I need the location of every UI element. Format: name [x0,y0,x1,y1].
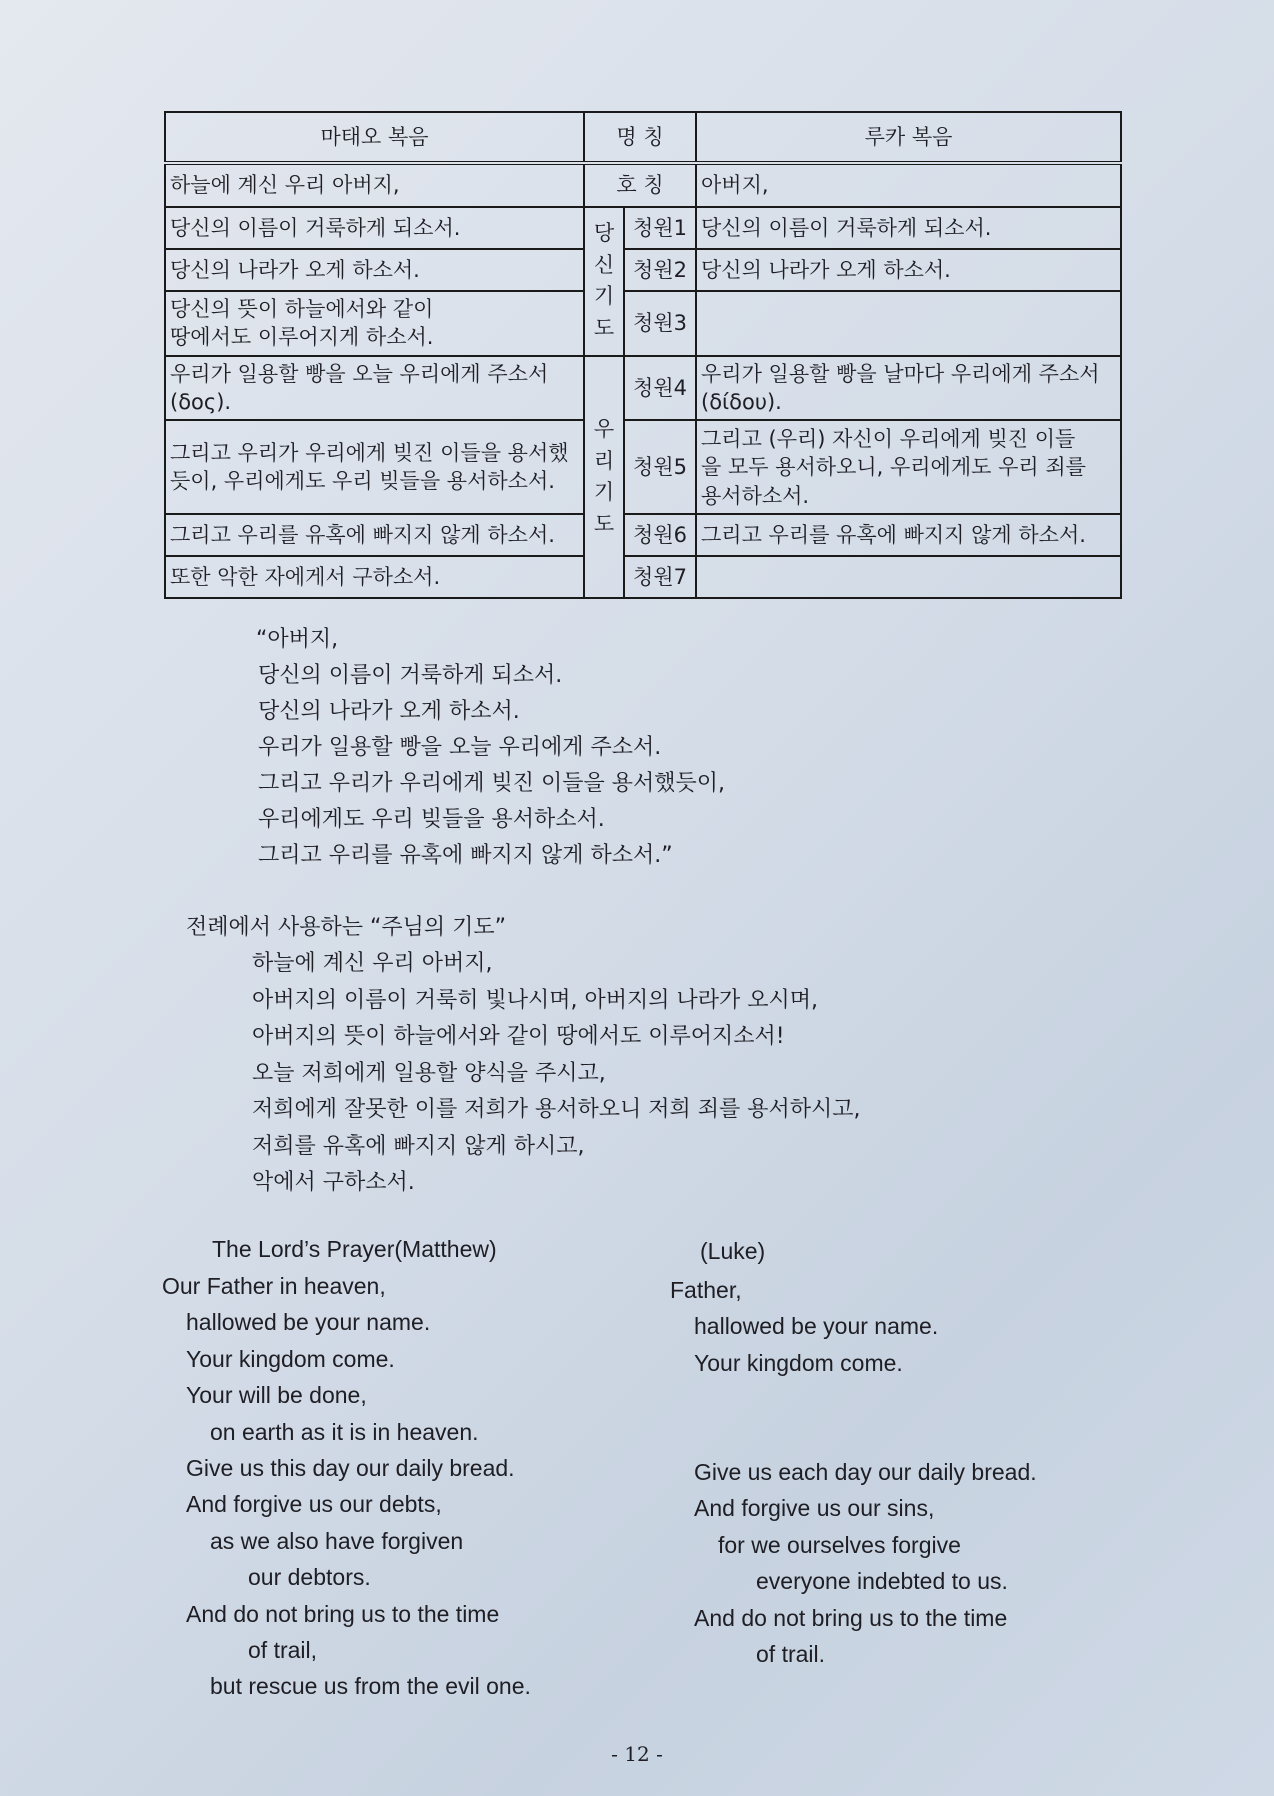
text-line: Give us each day our daily bread. [694,1459,1037,1486]
cell-line: 그리고 우리가 우리에게 빚진 이들을 용서했 [170,441,569,466]
text-line: of trail. [756,1641,826,1668]
cell-line: 듯이, 우리에게도 우리 빚들을 용서하소서. [170,469,555,494]
cell-luke [696,420,1121,514]
cell-luke [696,291,1121,356]
blank-gap [670,1381,1037,1454]
cell-matthew [165,420,584,514]
text-line: 그리고 우리가 우리에게 빚진 이들을 용서했듯이, [258,771,726,796]
group-char: 기 [593,480,615,505]
cell-line: (δος). [170,390,232,415]
text-line: 당신의 이름이 거룩하게 되소서. [258,663,563,688]
cell-label: 청원2 [624,249,696,291]
text-line: 우리에게도 우리 빚들을 용서하소서. [258,807,605,832]
table-row [165,249,1121,291]
cell-line: 우리가 일용할 빵을 오늘 우리에게 주소서 [170,361,549,386]
group-label-we [584,356,624,599]
header-luke: 루카 복음 [696,112,1121,163]
english-luke-title: (Luke) [700,1238,766,1264]
text-line: Our Father in heaven, [162,1273,386,1299]
table-row [165,356,1121,421]
cell-line: (δίδου). [701,390,782,415]
text-line: our debtors. [248,1564,371,1591]
text-line: “아버지, [256,627,339,652]
cell-luke: 당신의 나라가 오게 하소서. [696,249,1121,291]
text-line: hallowed be your name. [186,1309,431,1336]
cell-label: 청원5 [624,420,696,514]
english-luke-text [670,1272,1037,1672]
page-number: - 12 - [611,1742,663,1766]
text-line: 오늘 저희에게 일용할 양식을 주시고, [252,1060,606,1086]
english-matthew-title: The Lord’s Prayer(Matthew) [212,1236,497,1262]
cell-matthew: 하늘에 계신 우리 아버지, [165,163,584,207]
text-line: 하늘에 계신 우리 아버지, [252,951,493,976]
table-row [165,514,1121,556]
cell-luke: 아버지, [696,163,1121,207]
cell-label: 호 칭 [584,163,696,207]
text-line: Your kingdom come. [694,1349,903,1376]
text-line: hallowed be your name. [694,1313,939,1340]
text-line: 그리고 우리를 유혹에 빠지지 않게 하소서.” [258,843,673,868]
cell-luke: 당신의 이름이 거룩하게 되소서. [696,207,1121,249]
table-row [165,291,1121,356]
text-line: 악에서 구하소서. [252,1170,415,1195]
cell-line: 그리고 (우리) 자신이 우리에게 빚진 이들 [701,426,1076,451]
table-header-row [165,112,1121,163]
cell-line: 당신의 뜻이 하늘에서와 같이 [170,297,434,321]
group-char: 기 [593,284,615,309]
comparison-table [164,111,1122,599]
text-line: as we also have forgiven [210,1527,464,1554]
cell-line: 용서하소서. [701,483,810,508]
cell-label: 청원4 [624,356,696,421]
cell-line: 땅에서도 이루어지게 하소서. [170,325,434,350]
group-char: 리 [593,448,615,473]
cell-label: 청원1 [624,207,696,249]
cell-label: 청원3 [624,291,696,356]
group-char: 우 [593,417,615,442]
text-line: everyone indebted to us. [756,1568,1008,1595]
cell-line: 을 모두 용서하오니, 우리에게도 우리 죄를 [701,455,1086,480]
table-row [165,556,1121,598]
text-line: 저희를 유혹에 빠지지 않게 하시고, [252,1133,585,1159]
table-row [165,420,1121,514]
group-char: 신 [593,252,615,277]
text-line: And forgive us our debts, [186,1491,442,1518]
table-row [165,207,1121,249]
header-matthew: 마태오 복음 [165,112,584,163]
liturgy-heading: 전례에서 사용하는 “주님의 기도” [186,915,507,940]
text-line: Your will be done, [186,1382,367,1409]
group-char: 당 [593,221,615,246]
table-row [165,163,1121,207]
cell-matthew: 그리고 우리를 유혹에 빠지지 않게 하소서. [165,514,584,556]
english-matthew-text [162,1268,531,1705]
text-line: 당신의 나라가 오게 하소서. [258,699,520,724]
cell-label: 청원6 [624,514,696,556]
header-name: 명 칭 [584,112,696,163]
cell-matthew: 당신의 이름이 거룩하게 되소서. [165,207,584,249]
cell-matthew: 또한 악한 자에게서 구하소서. [165,556,584,598]
text-line: but rescue us from the evil one. [210,1673,531,1700]
text-line: And do not bring us to the time [694,1604,1008,1631]
group-label-you [584,207,624,356]
text-line: Give us this day our daily bread. [186,1455,515,1482]
text-line: on earth as it is in heaven. [210,1418,479,1445]
group-char: 도 [593,511,615,536]
cell-label: 청원7 [624,556,696,598]
cell-luke: 그리고 우리를 유혹에 빠지지 않게 하소서. [696,514,1121,556]
liturgy-prayer-text [252,946,861,1202]
cell-matthew: 당신의 나라가 오게 하소서. [165,249,584,291]
text-line: And forgive us our sins, [694,1495,935,1522]
text-line: 아버지의 이름이 거룩히 빛나시며, 아버지의 나라가 오시며, [252,987,818,1013]
text-line: for we ourselves forgive [718,1531,961,1558]
group-char: 도 [593,315,615,340]
text-line: 우리가 일용할 빵을 오늘 우리에게 주소서. [258,735,662,760]
text-line: of trail, [248,1637,318,1664]
cell-matthew [165,356,584,421]
cell-matthew [165,291,584,356]
text-line: Father, [670,1277,742,1303]
luke-prayer-text [258,622,725,874]
text-line: Your kingdom come. [186,1345,395,1372]
cell-line: 우리가 일용할 빵을 날마다 우리에게 주소서 [701,361,1100,386]
text-line: And do not bring us to the time [186,1600,500,1627]
cell-luke [696,556,1121,598]
cell-luke [696,356,1121,421]
text-line: 저희에게 잘못한 이를 저희가 용서하오니 저희 죄를 용서하시고, [252,1097,861,1122]
text-line: 아버지의 뜻이 하늘에서와 같이 땅에서도 이루어지소서! [252,1024,785,1049]
